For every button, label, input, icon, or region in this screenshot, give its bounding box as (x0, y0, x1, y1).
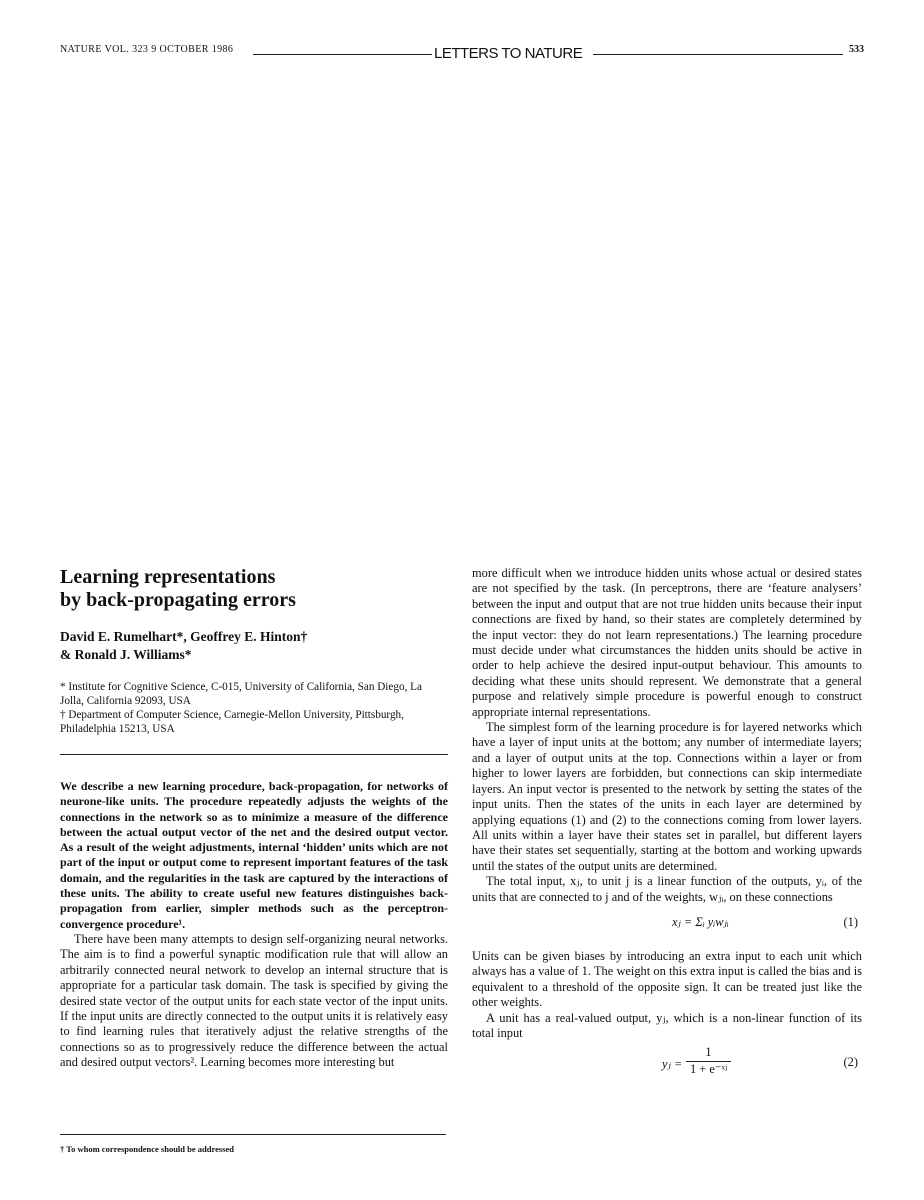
page-number: 533 (849, 44, 864, 55)
body-paragraph-2: The simplest form of the learning procedure is for layered networks which have a layer of input units at the bottom; any number of intermediate layers; and a layer of output units at the top. Connections within a layer or from higher to lower layers are forbidden, but connections can skip intermediate layers. An input vector is presented to the network by setting the states of the input units. Then the states of the units in each layer are determined by applying equations (1) and (2) to the connections coming from lower layers. All units within a layer have their states set in parallel, but different layers have their states set sequentially, starting at the bottom and working upwards until the states of the output units are determined. (472, 720, 862, 873)
equation-1-formula: xⱼ = Σᵢ yᵢwⱼᵢ (672, 914, 729, 929)
abstract: We describe a new learning procedure, back-propagation, for networks of neurone-like units. The procedure repeatedly adjusts the weights of the connections in the network so as to minimize a measure of the difference between the actual output vector of the net and the desired output vector. As a result of the weight adjustments, internal ‘hidden’ units which are not part of the input or output come to represent important features of the task domain, and the regularities in the task are captured by the interactions of these units. The ability to create useful new features distinguishes back-propagation from earlier, simpler methods such as the perceptron-convergence procedure¹. (60, 779, 448, 931)
equation-2-lhs: yⱼ = (662, 1057, 683, 1072)
footnote-divider (60, 1134, 446, 1135)
section-title: LETTERS TO NATURE (434, 45, 583, 62)
body-paragraph-3: The total input, xⱼ, to unit j is a linear function of the outputs, yᵢ, of the units that are connected to j and of the weights, wⱼᵢ, on these connections (472, 874, 862, 904)
equation-2 (472, 1045, 862, 1089)
body-paragraph-4: Units can be given biases by introducing an extra input to each unit which always has a value of 1. The weight on this extra input is called the bias and is equivalent to a threshold of the opposite sign. It can be treated just like the other weights. (472, 948, 862, 1010)
equation-1-number: (1) (843, 914, 858, 929)
authors-line-1: David E. Rumelhart*, Geoffrey E. Hinton† (60, 629, 308, 644)
equation-2-number: (2) (843, 1055, 858, 1070)
title-line-1: Learning representations (60, 566, 276, 588)
article-title (60, 566, 448, 612)
affiliation-1: * Institute for Cognitive Science, C-015, University of California, San Diego, La Jolla, California 92093, USA (60, 681, 422, 707)
authors (60, 628, 448, 664)
body-paragraph-5: A unit has a real-valued output, yⱼ, which is a non-linear function of its total input (472, 1010, 862, 1040)
header-rule-left (253, 54, 432, 55)
equation-2-fraction (686, 1045, 731, 1077)
body-paragraph-1: more difficult when we introduce hidden units whose actual or desired states are not specified by the task. (In perceptrons, there are ‘feature analysers’ between the input and output that are not true hidden units because their input connections are fixed by hand, so their states are completely determined by the input vector: they do not learn representations.) The learning procedure must decide under what circumstances the hidden units should be active in order to help achieve the desired input-output behaviour. This amounts to deciding what these units should represent. We demonstrate that a general purpose and relatively simple procedure is powerful enough to construct appropriate internal representations. (472, 566, 862, 719)
affiliation-2: † Department of Computer Science, Carnegie-Mellon University, Pittsburgh, Philadelphia 15213, USA (60, 709, 404, 735)
header-rule-right (593, 54, 843, 55)
equation-2-numerator: 1 (705, 1045, 712, 1060)
journal-info: NATURE VOL. 323 9 OCTOBER 1986 (60, 44, 234, 55)
title-line-2: by back-propagating errors (60, 589, 296, 611)
authors-line-2: & Ronald J. Williams* (60, 647, 192, 662)
equation-1 (472, 909, 862, 939)
equation-2-denominator: 1 + e⁻ˣʲ (686, 1061, 731, 1077)
body-paragraph-intro: There have been many attempts to design self-organizing neural networks. The aim is to find a powerful synaptic modification rule that will allow an arbitrarily connected neural network to develop an internal structure that is appropriate for a particular task domain. The task is specified by giving the desired state vector of the output units for each state vector of the input units. If the input units are directly connected to the output units it is relatively easy to find learning rules that iteratively adjust the relative strengths of the connections so as to progressively reduce the difference between the actual and desired output vectors². Learning becomes more interesting but (60, 931, 448, 1070)
footnote: † To whom correspondence should be addressed (60, 1144, 234, 1154)
page-header (60, 42, 864, 66)
left-column (60, 566, 448, 1071)
affiliations (60, 680, 448, 736)
right-column (472, 566, 862, 1099)
section-divider (60, 754, 448, 755)
